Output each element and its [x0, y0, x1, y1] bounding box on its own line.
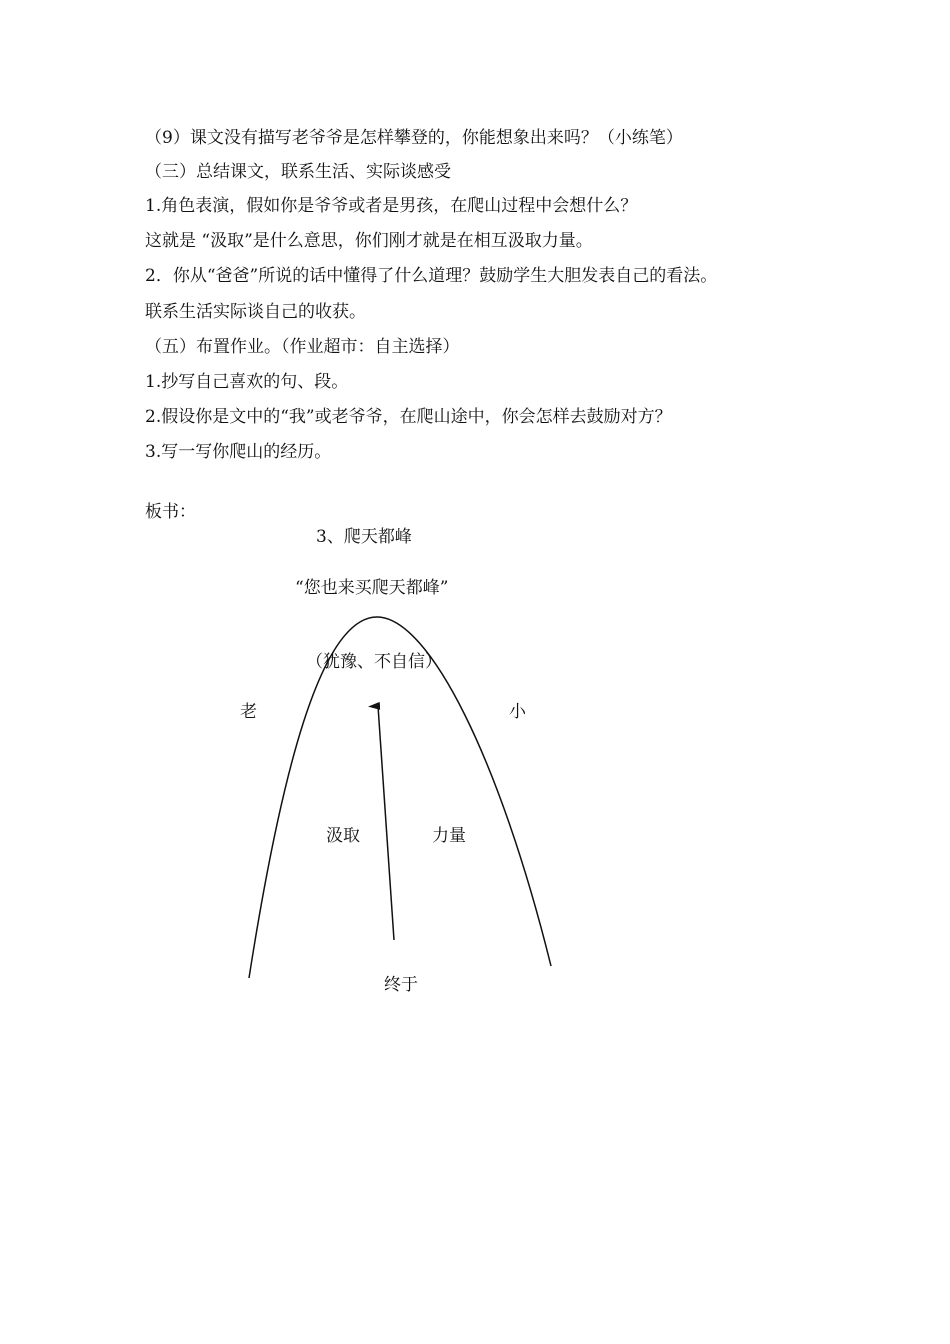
board-quote: “您也来买爬天都峰”	[295, 578, 449, 598]
upward-arrow	[378, 706, 394, 940]
board-title: 3、爬天都峰	[316, 527, 412, 547]
board-label: 板书：	[145, 502, 196, 522]
board-strength: 力量	[432, 826, 466, 846]
board-finally: 终于	[384, 975, 418, 995]
text-line-4: 这就是 “汲取”是什么意思，你们刚才就是在相互汲取力量。	[145, 231, 593, 251]
board-absorb: 汲取	[326, 826, 360, 846]
board-left-label: 老	[240, 702, 257, 722]
text-line-7: （五）布置作业。（作业超市：自主选择）	[145, 337, 460, 357]
board-hesitation: （犹豫、不自信）	[306, 652, 442, 672]
text-line-10: 3.写一写你爬山的经历。	[145, 442, 332, 462]
text-line-3: 1.角色表演，假如你是爷爷或者是男孩，在爬山过程中会想什么？	[145, 196, 638, 216]
text-line-5: 2．你从“爸爸”所说的话中懂得了什么道理？鼓励学生大胆发表自己的看法。	[145, 266, 718, 286]
text-line-8: 1.抄写自己喜欢的句、段。	[145, 372, 349, 392]
board-right-label: 小	[509, 702, 526, 722]
text-line-1: （9）课文没有描写老爷爷是怎样攀登的，你能想象出来吗？（小练笔）	[145, 128, 683, 148]
text-line-2: （三）总结课文，联系生活、实际谈感受	[145, 162, 451, 182]
text-line-6: 联系生活实际谈自己的收获。	[145, 302, 366, 322]
text-line-9: 2.假设你是文中的“我”或老爷爷，在爬山途中，你会怎样去鼓励对方？	[145, 407, 672, 427]
